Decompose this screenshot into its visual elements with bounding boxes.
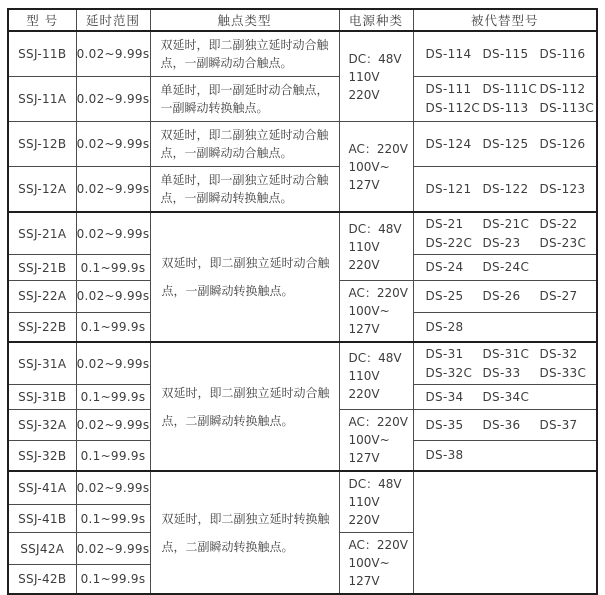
- replaced-models-line: [426, 416, 595, 435]
- cell-model: SSJ-41B: [8, 504, 76, 533]
- cell-replaced-models: [413, 281, 597, 312]
- replaced-models-line: [426, 99, 595, 118]
- power-line: 100V~: [348, 556, 390, 571]
- cell-replaced-models: [413, 471, 597, 594]
- cell-replaced-models: [413, 410, 597, 441]
- power-line: 100V~: [348, 159, 390, 174]
- replaced-models-line: [426, 364, 595, 383]
- cell-delay-range: 0.02~9.99s: [76, 31, 150, 77]
- table-row: [8, 77, 597, 122]
- cell-model: SSJ-31A: [8, 342, 76, 385]
- table-row: [8, 31, 597, 77]
- replaced-models-line: [426, 446, 595, 465]
- model-name: DS-24C: [482, 260, 530, 275]
- table-row: [8, 471, 597, 504]
- cell-model: SSJ-42B: [8, 565, 76, 595]
- power-line: AC：220V: [348, 141, 408, 156]
- model-name: DS-34: [425, 390, 464, 405]
- model-name: DS-121: [425, 181, 472, 196]
- column-header-contact-type: 触点类型: [150, 9, 339, 31]
- relay-spec-table: [7, 8, 598, 595]
- cell-delay-range: 0.1~99.9s: [76, 441, 150, 472]
- cell-contact-type: 双延时，即二副独立延时动合触点，一副瞬动动合触点。: [150, 122, 339, 167]
- cell-model: SSJ-11A: [8, 77, 76, 122]
- model-name: DS-31C: [482, 347, 530, 362]
- model-name: DS-33C: [539, 365, 587, 380]
- power-line: 127V: [348, 574, 380, 589]
- model-name: DS-111C: [482, 82, 538, 97]
- cell-replaced-models: [413, 441, 597, 472]
- model-name: DS-116: [539, 46, 586, 61]
- cell-contact-type: 单延时，即一副独立延时动合触点，一副瞬动转换触点。: [150, 167, 339, 213]
- power-line: DC：48V: [348, 477, 402, 492]
- model-name: DS-113C: [539, 101, 595, 115]
- power-line: 220V: [348, 87, 380, 102]
- cell-model: SSJ-21A: [8, 212, 76, 255]
- table-row: [8, 122, 597, 167]
- model-name: DS-27: [539, 289, 578, 304]
- model-name: DS-21: [425, 217, 464, 231]
- replaced-models-line: [426, 234, 595, 253]
- cell-delay-range: 0.02~9.99s: [76, 122, 150, 167]
- replaced-models-line: [426, 388, 595, 407]
- power-line: 100V~: [348, 433, 390, 448]
- cell-replaced-models: [413, 342, 597, 385]
- cell-model: SSJ-32A: [8, 410, 76, 441]
- model-name: DS-24: [425, 260, 464, 275]
- cell-contact-type: 双延时，即二副独立延时转换触点，二副瞬动转换触点。: [150, 471, 339, 594]
- model-name: DS-113: [482, 101, 529, 115]
- cell-model: SSJ-41A: [8, 471, 76, 504]
- model-name: DS-112: [539, 82, 586, 97]
- column-header-power-type: 电源种类: [339, 9, 413, 31]
- model-name: DS-21C: [482, 217, 530, 231]
- cell-delay-range: 0.1~99.9s: [76, 312, 150, 342]
- model-name: DS-22: [539, 217, 578, 231]
- cell-replaced-models: [413, 77, 597, 122]
- model-name: DS-23: [482, 235, 521, 250]
- cell-power-type: [339, 342, 413, 410]
- replaced-models-line: [426, 258, 595, 277]
- header-row: [8, 9, 597, 31]
- model-name: DS-36: [482, 417, 521, 432]
- power-line: 127V: [348, 177, 380, 192]
- cell-replaced-models: [413, 385, 597, 410]
- table-row: [8, 342, 597, 385]
- power-line: 220V: [348, 387, 380, 402]
- replaced-models-line: [426, 135, 595, 154]
- power-line: 110V: [348, 369, 380, 384]
- model-name: DS-125: [482, 136, 529, 151]
- cell-model: SSJ-31B: [8, 385, 76, 410]
- power-line: DC：48V: [348, 51, 402, 66]
- model-name: DS-124: [425, 136, 472, 151]
- cell-contact-type: 双延时，即二副独立延时动合触点，一副瞬动动合触点。: [150, 31, 339, 77]
- column-header-model: 型 号: [8, 9, 76, 31]
- cell-model: SSJ-22B: [8, 312, 76, 342]
- table-row: [8, 167, 597, 213]
- power-line: 220V: [348, 513, 380, 528]
- cell-contact-type: 双延时，即二副独立延时动合触点，一副瞬动转换触点。: [150, 212, 339, 342]
- table-row: [8, 212, 597, 255]
- cell-replaced-models: [413, 122, 597, 167]
- cell-model: SSJ-21B: [8, 255, 76, 281]
- cell-power-type: [339, 31, 413, 122]
- column-header-replaced-models: 被代替型号: [413, 9, 597, 31]
- model-name: DS-23C: [539, 235, 587, 250]
- cell-delay-range: 0.02~9.99s: [76, 212, 150, 255]
- cell-delay-range: 0.1~99.9s: [76, 565, 150, 595]
- replaced-models-line: [426, 318, 595, 337]
- cell-model: SSJ-22A: [8, 281, 76, 312]
- model-name: DS-22C: [425, 235, 473, 250]
- power-line: 110V: [348, 239, 380, 254]
- cell-power-type: [339, 281, 413, 343]
- cell-contact-type: 单延时，即一副延时动合触点，一副瞬动转换触点。: [150, 77, 339, 122]
- power-line: 110V: [348, 69, 380, 84]
- cell-delay-range: 0.02~9.99s: [76, 77, 150, 122]
- model-name: DS-37: [539, 417, 578, 432]
- replaced-models-line: [426, 345, 595, 364]
- column-header-delay-range: 延时范围: [76, 9, 150, 31]
- model-name: DS-32C: [425, 365, 473, 380]
- cell-delay-range: 0.02~9.99s: [76, 410, 150, 441]
- power-line: 100V~: [348, 304, 390, 319]
- replaced-models-line: [426, 45, 595, 64]
- cell-model: SSJ42A: [8, 533, 76, 565]
- power-line: DC：48V: [348, 351, 402, 366]
- model-name: DS-115: [482, 46, 529, 61]
- model-name: DS-33: [482, 365, 521, 380]
- cell-power-type: [339, 410, 413, 472]
- cell-delay-range: 0.1~99.9s: [76, 385, 150, 410]
- cell-delay-range: 0.1~99.9s: [76, 504, 150, 533]
- cell-model: SSJ-11B: [8, 31, 76, 77]
- model-name: DS-123: [539, 181, 586, 196]
- model-name: DS-28: [425, 319, 464, 334]
- model-name: DS-25: [425, 289, 464, 304]
- power-line: 220V: [348, 257, 380, 272]
- cell-replaced-models: [413, 31, 597, 77]
- cell-delay-range: 0.02~9.99s: [76, 471, 150, 504]
- cell-model: SSJ-12B: [8, 122, 76, 167]
- model-name: DS-114: [425, 46, 472, 61]
- model-name: DS-112C: [425, 101, 481, 115]
- model-name: DS-31: [425, 347, 464, 362]
- power-line: AC：220V: [348, 538, 408, 553]
- cell-replaced-models: [413, 255, 597, 281]
- power-line: 127V: [348, 451, 380, 466]
- power-line: AC：220V: [348, 286, 408, 301]
- cell-replaced-models: [413, 312, 597, 342]
- cell-delay-range: 0.02~9.99s: [76, 167, 150, 213]
- model-name: DS-26: [482, 289, 521, 304]
- cell-delay-range: 0.02~9.99s: [76, 281, 150, 312]
- cell-power-type: [339, 122, 413, 213]
- power-line: 127V: [348, 322, 380, 337]
- cell-delay-range: 0.02~9.99s: [76, 533, 150, 565]
- power-line: DC：48V: [348, 221, 402, 236]
- cell-contact-type: 双延时，即二副独立延时动合触点，二副瞬动转换触点。: [150, 342, 339, 471]
- cell-power-type: [339, 212, 413, 281]
- model-name: DS-35: [425, 417, 464, 432]
- replaced-models-line: [426, 180, 595, 199]
- cell-replaced-models: [413, 212, 597, 255]
- power-line: AC：220V: [348, 415, 408, 430]
- cell-replaced-models: [413, 167, 597, 213]
- model-name: DS-111: [425, 82, 472, 97]
- cell-delay-range: 0.02~9.99s: [76, 342, 150, 385]
- cell-power-type: [339, 533, 413, 595]
- model-name: DS-122: [482, 181, 529, 196]
- model-name: DS-34C: [482, 390, 530, 405]
- model-name: DS-126: [539, 136, 586, 151]
- power-line: 110V: [348, 495, 380, 510]
- cell-power-type: [339, 471, 413, 533]
- model-name: DS-32: [539, 347, 578, 362]
- cell-model: SSJ-12A: [8, 167, 76, 213]
- replaced-models-line: [426, 215, 595, 234]
- cell-model: SSJ-32B: [8, 441, 76, 472]
- cell-delay-range: 0.1~99.9s: [76, 255, 150, 281]
- replaced-models-line: [426, 80, 595, 99]
- replaced-models-line: [426, 287, 595, 306]
- model-name: DS-38: [425, 448, 464, 463]
